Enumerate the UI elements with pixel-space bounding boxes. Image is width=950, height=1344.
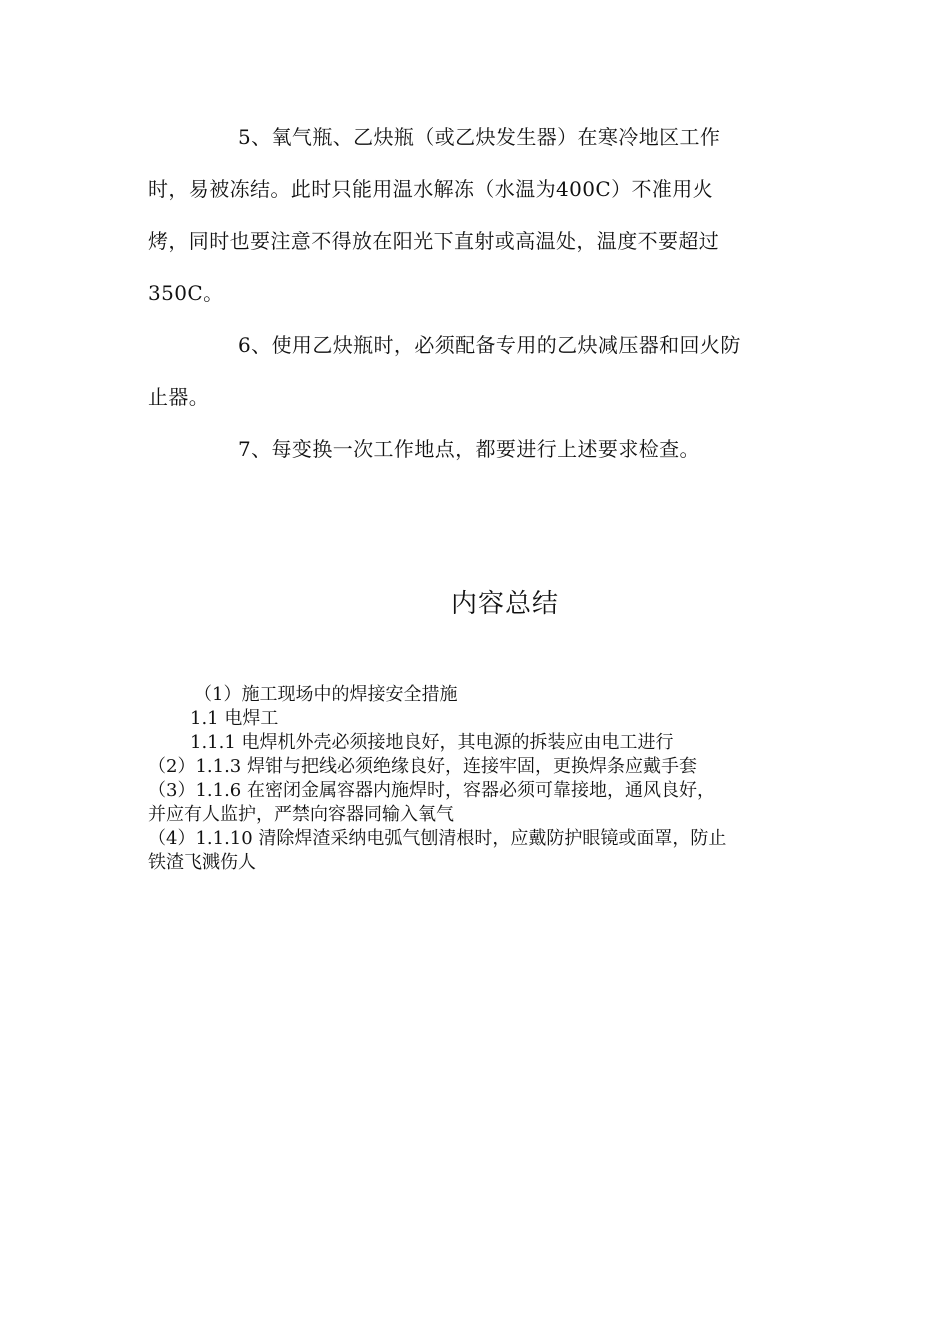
- paragraph-line: 6、使用乙炔瓶时，必须配备专用的乙炔减压器和回火防: [238, 333, 741, 357]
- paragraph-7: [148, 423, 808, 475]
- summary-line: 铁渣飞溅伤人: [148, 852, 256, 873]
- summary-line: 1.1 电焊工: [190, 708, 279, 729]
- summary-line: （4）1.1.10 清除焊渣采纳电弧气刨清根时，应戴防护眼镜或面罩，防止: [148, 828, 727, 849]
- paragraph-5: [148, 111, 808, 319]
- summary-line: （2）1.1.3 焊钳与把线必须绝缘良好，连接牢固，更换焊条应戴手套: [148, 756, 697, 777]
- paragraph-line: 时，易被冻结。此时只能用温水解冻（水温为400C）不准用火: [148, 177, 714, 201]
- summary-line: （3）1.1.6 在密闭金属容器内施焊时，容器必须可靠接地，通风良好，: [148, 780, 715, 801]
- paragraph-line: 350C。: [148, 281, 224, 305]
- summary-line: 1.1.1 电焊机外壳必须接地良好，其电源的拆装应由电工进行: [190, 732, 674, 753]
- summary-list: [148, 683, 808, 875]
- paragraph-line: 7、每变换一次工作地点，都要进行上述要求检查。: [238, 437, 700, 461]
- paragraph-line: 5、氧气瓶、乙炔瓶（或乙炔发生器）在寒冷地区工作: [238, 125, 721, 149]
- body-text: [148, 111, 808, 475]
- summary-line: （1）施工现场中的焊接安全措施: [194, 684, 458, 705]
- paragraph-6: [148, 319, 808, 423]
- paragraph-line: 烤，同时也要注意不得放在阳光下直射或高温处，温度不要超过: [148, 229, 720, 253]
- summary-title: 内容总结: [450, 589, 559, 619]
- summary-line: 并应有人监护，严禁向容器同输入氧气: [148, 804, 454, 825]
- paragraph-line: 止器。: [148, 385, 210, 409]
